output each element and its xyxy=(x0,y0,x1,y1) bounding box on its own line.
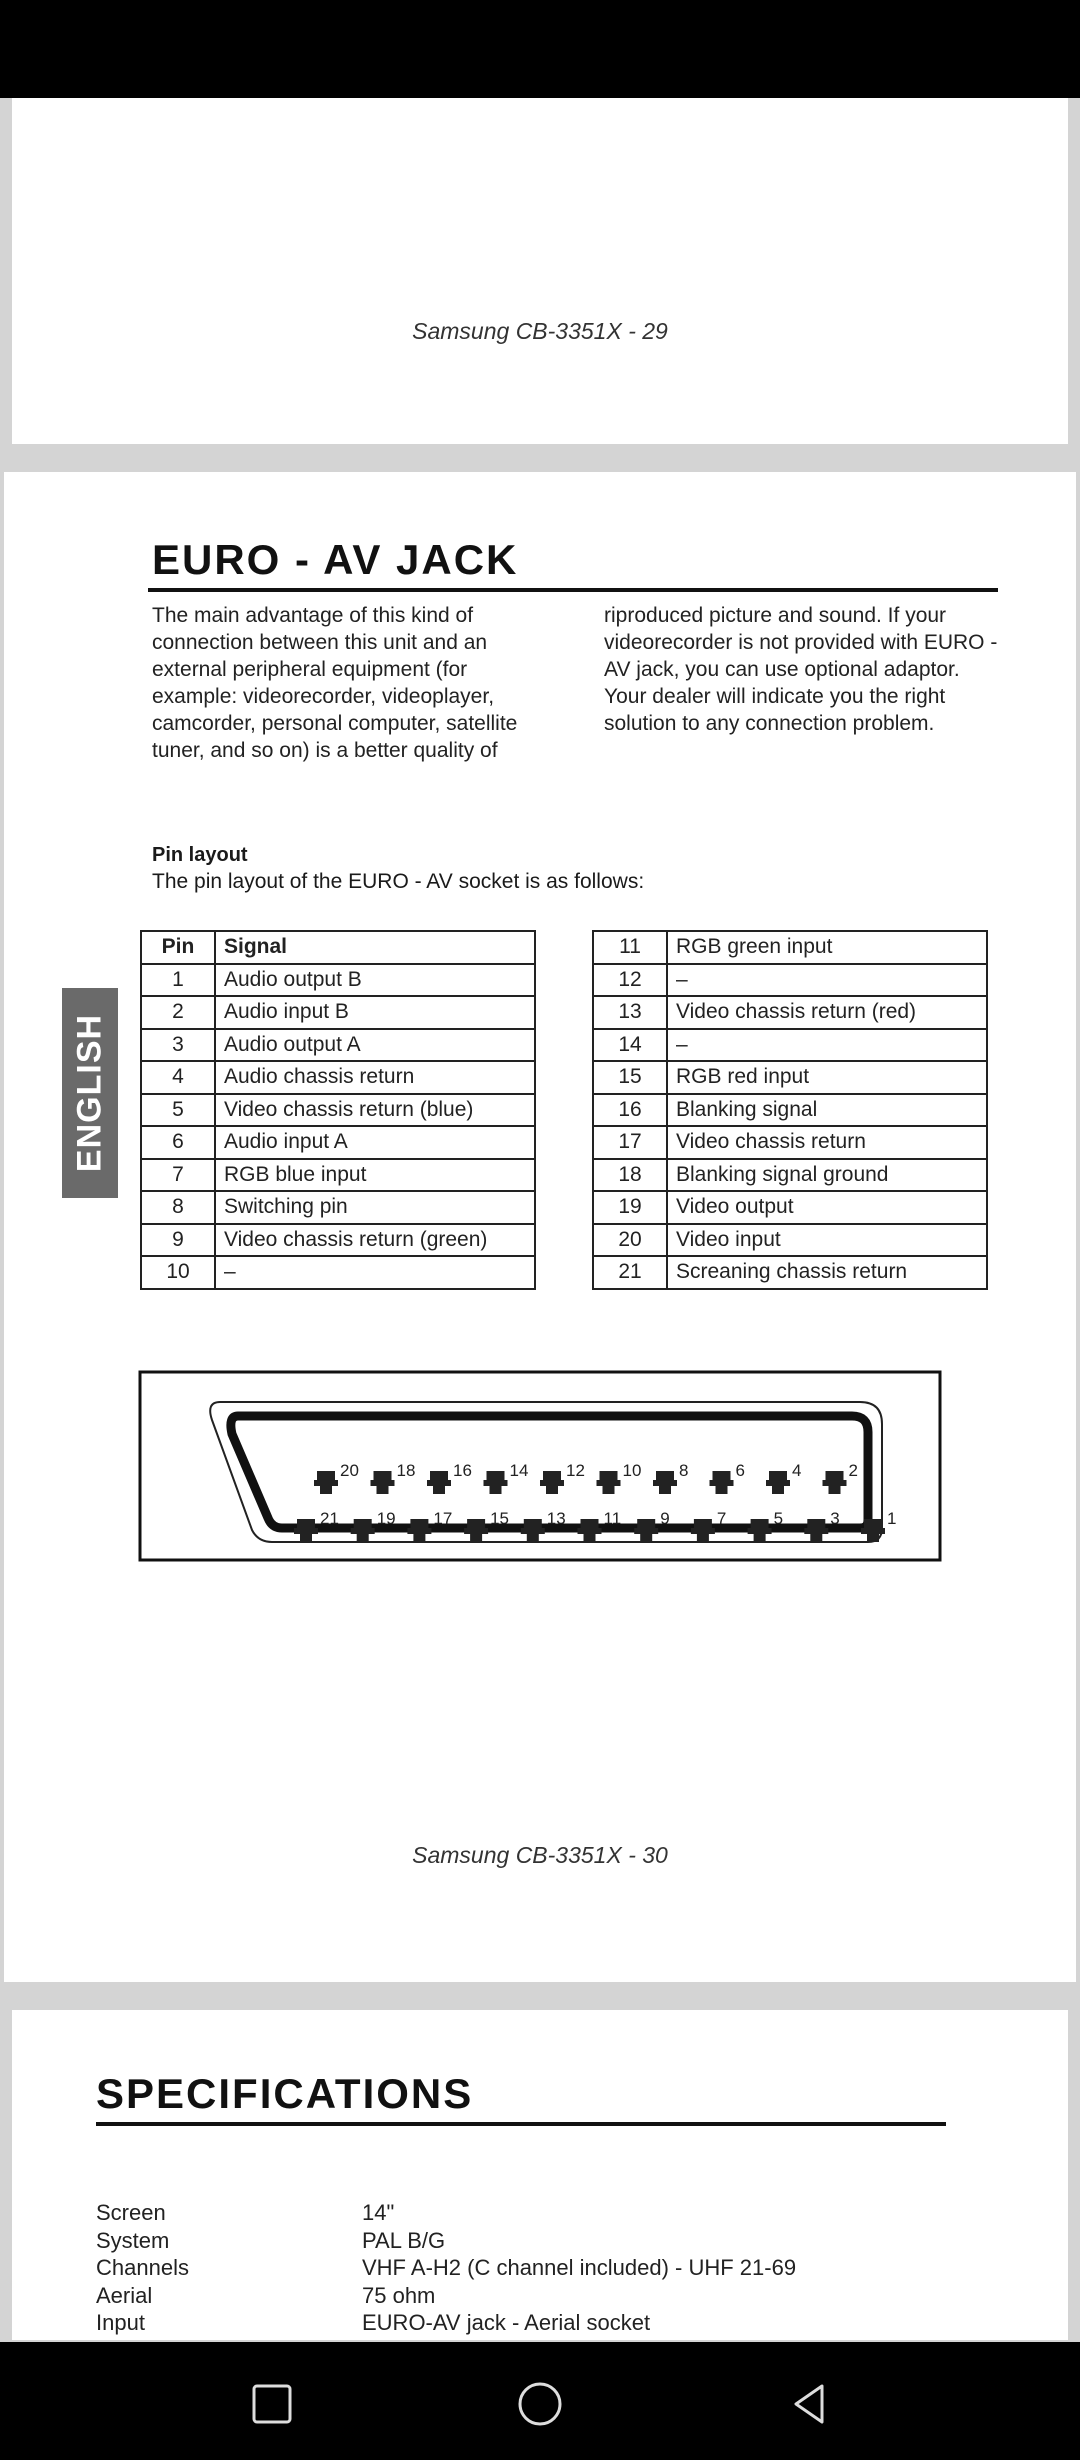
pin-number-cell: 3 xyxy=(141,1029,215,1062)
navigation-bar xyxy=(0,2342,1080,2460)
connector-pin-number: 21 xyxy=(320,1509,339,1528)
signal-cell: Blanking signal xyxy=(667,1094,987,1127)
table-row xyxy=(141,1256,535,1289)
connector-pin-number: 3 xyxy=(830,1509,840,1528)
spec-value: EURO-AV jack - Aerial socket xyxy=(362,2310,651,2335)
table-row xyxy=(141,996,535,1029)
pin-column-header: Pin xyxy=(141,931,215,964)
pin-number-cell: 12 xyxy=(593,964,667,997)
signal-cell: Video output xyxy=(667,1191,987,1224)
table-row xyxy=(593,996,987,1029)
pin-layout-description: The pin layout of the EURO - AV socket is as follows: xyxy=(152,870,645,893)
spec-label: Input xyxy=(96,2310,145,2335)
status-bar xyxy=(0,0,1080,98)
signal-cell: Audio input A xyxy=(215,1126,535,1159)
signal-cell: RGB red input xyxy=(667,1061,987,1094)
spec-label: Screen xyxy=(96,2200,166,2225)
spec-value: PAL B/G xyxy=(362,2227,446,2253)
connector-pin-number: 16 xyxy=(453,1461,472,1480)
pin-number-cell: 8 xyxy=(141,1191,215,1224)
spec-row xyxy=(96,2228,996,2256)
pin-number-cell: 5 xyxy=(141,1094,215,1127)
page-footer: Samsung CB-3351X - 29 xyxy=(412,318,668,344)
connector-pin-number: 19 xyxy=(376,1509,396,1528)
signal-cell: – xyxy=(667,964,987,997)
spec-label: System xyxy=(96,2227,170,2253)
title-underline xyxy=(148,588,998,592)
document-page-30 xyxy=(4,472,1076,1982)
pin-number-cell: 6 xyxy=(141,1126,215,1159)
spec-label: Aerial xyxy=(96,2282,153,2308)
table-header-row xyxy=(141,931,535,964)
pin-number-cell: 17 xyxy=(593,1126,667,1159)
table-row xyxy=(141,1126,535,1159)
pin-number-cell: 20 xyxy=(593,1224,667,1257)
connector-pin-number: 8 xyxy=(679,1461,689,1480)
table-row xyxy=(593,1191,987,1224)
table-row xyxy=(141,1029,535,1062)
connector-pin-number: 1 xyxy=(887,1509,897,1528)
pin-number-cell: 18 xyxy=(593,1159,667,1192)
pin-number-cell: 2 xyxy=(141,996,215,1029)
language-side-tab xyxy=(62,988,118,1198)
signal-cell: Video input xyxy=(667,1224,987,1257)
connector-pin-number: 15 xyxy=(490,1509,510,1528)
signal-cell: Audio input B xyxy=(215,996,535,1029)
connector-pin-number: 18 xyxy=(396,1461,416,1480)
spec-row xyxy=(96,2255,996,2283)
connector-pin-number: 11 xyxy=(603,1509,622,1528)
connector-pin-number: 6 xyxy=(735,1461,745,1480)
signal-cell: Blanking signal ground xyxy=(667,1159,987,1192)
pin-number-cell: 7 xyxy=(141,1159,215,1192)
spec-label: Channels xyxy=(96,2255,189,2280)
connector-pin-number: 5 xyxy=(773,1509,784,1528)
spec-value: 14" xyxy=(362,2200,395,2225)
table-row xyxy=(593,1029,987,1062)
table-row xyxy=(593,1159,987,1192)
connector-pin-number: 10 xyxy=(622,1461,642,1480)
signal-cell: Video chassis return (green) xyxy=(215,1224,535,1257)
page-footer: Samsung CB-3351X - 30 xyxy=(412,1842,668,1868)
signal-cell: – xyxy=(215,1256,535,1289)
table-row xyxy=(141,1224,535,1257)
table-row xyxy=(593,964,987,997)
signal-cell: Screaning chassis return xyxy=(667,1256,987,1289)
spec-row xyxy=(96,2200,996,2228)
pin-number-cell: 19 xyxy=(593,1191,667,1224)
signal-cell: RGB green input xyxy=(667,931,987,964)
table-row xyxy=(593,1224,987,1257)
signal-cell: Switching pin xyxy=(215,1191,535,1224)
pin-number-cell: 4 xyxy=(141,1061,215,1094)
document-page-29 xyxy=(12,98,1068,444)
pin-table-right xyxy=(592,930,988,1290)
spec-value: VHF A-H2 (C channel included) - UHF 21-69 xyxy=(362,2255,797,2280)
spec-row xyxy=(96,2310,996,2338)
table-row xyxy=(141,1159,535,1192)
signal-cell: Audio output B xyxy=(215,964,535,997)
pin-number-cell: 1 xyxy=(141,964,215,997)
section-title: EURO - AV JACK xyxy=(152,536,519,583)
connector-pin-number: 14 xyxy=(509,1461,529,1480)
connector-pin-number: 7 xyxy=(716,1509,727,1528)
signal-cell: Audio chassis return xyxy=(215,1061,535,1094)
section-title: SPECIFICATIONS xyxy=(96,2070,474,2117)
signal-cell: Audio output A xyxy=(215,1029,535,1062)
language-side-tab-label: ENGLISH xyxy=(70,1013,109,1173)
pin-number-cell: 16 xyxy=(593,1094,667,1127)
connector-pin-number: 13 xyxy=(546,1509,566,1528)
table-row xyxy=(141,964,535,997)
connector-pin-number: 4 xyxy=(792,1461,802,1480)
signal-cell: Video chassis return (red) xyxy=(667,996,987,1029)
table-row xyxy=(593,931,987,964)
pin-number-cell: 15 xyxy=(593,1061,667,1094)
square-icon[interactable] xyxy=(242,2374,302,2434)
table-row xyxy=(593,1256,987,1289)
spec-row xyxy=(96,2283,996,2311)
pin-layout-heading: Pin layout xyxy=(152,844,248,866)
connector-pin-number: 17 xyxy=(433,1509,453,1528)
pin-number-cell: 9 xyxy=(141,1224,215,1257)
table-row xyxy=(141,1191,535,1224)
intro-text-left: The main advantage of this kind of connection between this unit and an external peripheral equipment (for example: videorecorder, videoplayer, camcorder, personal computer, satellite tuner, and so on) is a better quality of xyxy=(152,604,518,762)
pin-number-cell: 10 xyxy=(141,1256,215,1289)
signal-cell: Video chassis return xyxy=(667,1126,987,1159)
table-row xyxy=(593,1061,987,1094)
signal-column-header: Signal xyxy=(215,931,535,964)
table-row xyxy=(141,1094,535,1127)
table-row xyxy=(593,1094,987,1127)
scart-connector-diagram xyxy=(140,1372,940,1560)
triangle-back-icon[interactable] xyxy=(780,2374,840,2434)
title-underline xyxy=(96,2122,946,2126)
table-row xyxy=(593,1126,987,1159)
signal-cell: – xyxy=(667,1029,987,1062)
pin-number-cell: 13 xyxy=(593,996,667,1029)
connector-pin-number: 9 xyxy=(660,1509,670,1528)
pin-number-cell: 14 xyxy=(593,1029,667,1062)
table-row xyxy=(141,1061,535,1094)
pin-number-cell: 11 xyxy=(593,931,667,964)
intro-text-right: riproduced picture and sound. If your videorecorder is not provided with EURO - AV jack, you can use optional adaptor. Your dealer will indicate you the right solution to any connection problem. xyxy=(604,604,998,735)
pin-number-cell: 21 xyxy=(593,1256,667,1289)
circle-icon[interactable] xyxy=(510,2374,570,2434)
pin-table-left xyxy=(140,930,536,1290)
connector-pin-number: 12 xyxy=(566,1461,585,1480)
document-page-31 xyxy=(12,2010,1068,2340)
connector-pin-number: 2 xyxy=(848,1461,858,1480)
connector-pin-number: 20 xyxy=(340,1461,359,1480)
spec-value: 75 ohm xyxy=(362,2282,436,2308)
signal-cell: Video chassis return (blue) xyxy=(215,1094,535,1127)
signal-cell: RGB blue input xyxy=(215,1159,535,1192)
